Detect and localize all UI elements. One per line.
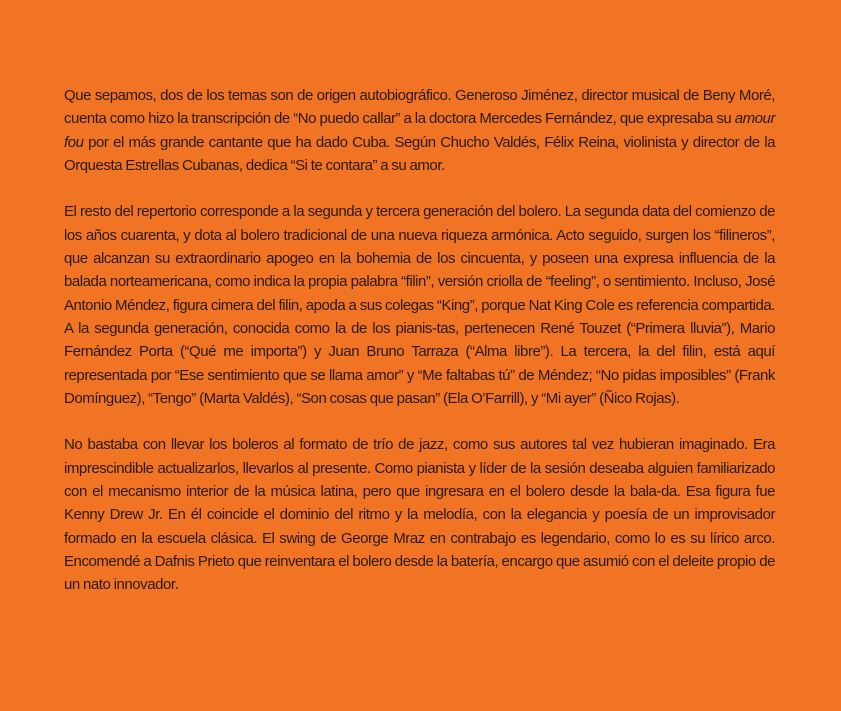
paragraph-jazz-trio-format: No bastaba con llevar los boleros al formato de trío de jazz, como sus autores tal vez hubieran imaginado. Era imprescindible actualizarlos, llevarlos al presente. Como pianista y líder de la sesión deseaba alguien familiarizado con el mecanismo interior de la música latina, pero que ingresara en el bolero desde la bala-da. Esa figura fue Kenny Drew Jr. En él coincide el dominio del ritmo y la melodía, con la elegancia y poesía de un improvisador formado en la escuela clásica. El swing de George Mraz en contrabajo es legendario, como lo es su lírico arco. Encomendé a Dafnis Prieto que reinventara el bolero desde la batería, encargo que asumió con el deleite propio de un nato innovador. bbox=[64, 436, 775, 594]
text-column bbox=[64, 84, 775, 597]
paragraph-1-text-a: Que sepamos, dos de los temas son de origen autobiográfico. Generoso Jiménez, director musical de Beny Moré, cuenta como hizo la transcripción de “No puedo callar” a la doctora Mercedes Fernández, que expresaba su bbox=[64, 87, 775, 128]
paragraph-1-text-b: por el más grande cantante que ha dado Cuba. Según Chucho Valdés, Félix Reina, violinista y director de la Orquesta Estrellas Cubanas, dedica “Si te contara” a su amor. bbox=[64, 133, 775, 174]
paragraph-1-italic-phrase: amour fou bbox=[64, 110, 775, 151]
paragraph-repertoire-generations: El resto del repertorio corresponde a la segunda y tercera generación del bolero. La segunda data del comienzo de los años cuarenta, y dota al bolero tradicional de una nueva riqueza armónica. Acto seguido, surgen los “filineros”, que alcanzan su extraordinario apogeo en la bohemia de los cincuenta, y poseen una expresa influencia de la balada norteamericana, como indica la propia palabra “filin”, versión criolla de “feeling”, o sentimiento. Incluso, José Antonio Méndez, figura cimera del filin, apoda a sus colegas “King”, porque Nat King Cole es referencia compartida. A la segunda generación, conocida como la de los pianis-tas, pertenecen René Touzet (“Primera lluvia”), Mario Fernández Porta (“Qué me importa”) y Juan Bruno Tarraza (“Alma libre”). La tercera, la del filin, está aquí representada por “Ese sentimiento que se llama amor” y “Me faltabas tú” de Méndez; “No pidas imposibles” (Frank Domínguez), “Tengo” (Marta Valdés), “Son cosas que pasan” (Ela O’Farrill), y “Mi ayer” (Ñico Rojas). bbox=[64, 203, 775, 407]
paragraph-autobiographical-themes bbox=[64, 84, 775, 177]
